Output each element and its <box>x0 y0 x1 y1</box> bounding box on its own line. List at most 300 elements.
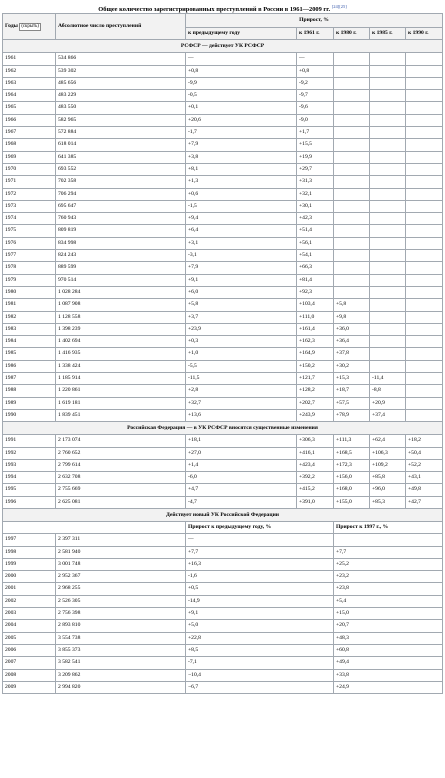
to-1980-cell <box>334 163 370 175</box>
prev-year-cell: +20,6 <box>186 114 297 126</box>
to-1990-cell <box>406 373 443 385</box>
prev-year-cell: +4,7 <box>186 484 297 496</box>
year-cell: 1988 <box>3 385 56 397</box>
count-cell: 485 656 <box>56 77 186 89</box>
prev-year-cell: +13,6 <box>186 409 297 421</box>
prev-year-cell: — <box>186 534 334 546</box>
to-1980-cell <box>334 274 370 286</box>
reference-link[interactable]: [24][25] <box>331 4 347 9</box>
to-1980-cell <box>334 65 370 77</box>
year-cell: 1999 <box>3 558 56 570</box>
count-cell: 706 294 <box>56 188 186 200</box>
prev-year-cell: +27,0 <box>186 447 297 459</box>
table-body <box>3 40 443 694</box>
year-cell: 1964 <box>3 90 56 102</box>
prev-year-cell: +1,4 <box>186 459 297 471</box>
to-1990-cell <box>406 274 443 286</box>
to-1990-cell <box>406 262 443 274</box>
to-1985-cell <box>370 323 406 335</box>
table-row <box>3 496 443 508</box>
prev-year-cell: -0,5 <box>186 90 297 102</box>
to-1980-cell <box>334 151 370 163</box>
year-cell: 2007 <box>3 657 56 669</box>
to-1997-cell: +5,4 <box>334 595 443 607</box>
to-1997-cell: +20,7 <box>334 620 443 632</box>
to-1961-cell: +161,4 <box>297 323 334 335</box>
to-1990-cell <box>406 114 443 126</box>
prev-year-cell: +0,6 <box>186 188 297 200</box>
header-row <box>3 14 443 28</box>
table-row <box>3 53 443 65</box>
to-1985-cell <box>370 348 406 360</box>
count-cell: 2 526 305 <box>56 595 186 607</box>
year-cell: 1972 <box>3 188 56 200</box>
to-1980-cell: +111,3 <box>334 435 370 447</box>
year-cell: 1961 <box>3 53 56 65</box>
prev-year-cell: -11,5 <box>186 373 297 385</box>
to-1990-cell <box>406 213 443 225</box>
table-row <box>3 409 443 421</box>
table-row <box>3 237 443 249</box>
year-cell: 1993 <box>3 459 56 471</box>
count-cell: 1 220 861 <box>56 385 186 397</box>
to-1985-cell <box>370 360 406 372</box>
to-1961-cell: -9,7 <box>297 90 334 102</box>
to-1961-cell: -9,2 <box>297 77 334 89</box>
prev-year-cell: +2,8 <box>186 385 297 397</box>
to-1980-cell: +37,8 <box>334 348 370 360</box>
hide-toggle[interactable]: (скрыть) <box>21 24 39 30</box>
to-1990-cell <box>406 237 443 249</box>
to-1961-cell: +202,7 <box>297 397 334 409</box>
count-cell: 2 952 367 <box>56 571 186 583</box>
to-1961-cell: +0,8 <box>297 65 334 77</box>
table-row <box>3 65 443 77</box>
to-1990-cell <box>406 348 443 360</box>
count-cell: 483 229 <box>56 90 186 102</box>
to-1997-cell: +24,9 <box>334 681 443 693</box>
table-row <box>3 459 443 471</box>
to-1980-cell: +30,2 <box>334 360 370 372</box>
count-cell: 3 554 738 <box>56 632 186 644</box>
to-1961-cell: +19,9 <box>297 151 334 163</box>
year-cell: 1995 <box>3 484 56 496</box>
to-1985-cell <box>370 163 406 175</box>
year-cell: 1970 <box>3 163 56 175</box>
year-cell: 2005 <box>3 632 56 644</box>
year-cell: 1974 <box>3 213 56 225</box>
to-1997-cell: +25,2 <box>334 558 443 570</box>
prev-year-cell: +0,5 <box>186 583 334 595</box>
table-row <box>3 77 443 89</box>
to-1985-cell: +109,2 <box>370 459 406 471</box>
to-1990-cell: +49,8 <box>406 484 443 496</box>
table-row <box>3 534 443 546</box>
table-row <box>3 348 443 360</box>
count-cell: 1 619 181 <box>56 397 186 409</box>
to-1961-cell: +121,7 <box>297 373 334 385</box>
year-cell: 1977 <box>3 250 56 262</box>
count-cell: 1 185 914 <box>56 373 186 385</box>
table-row <box>3 620 443 632</box>
table-row <box>3 669 443 681</box>
table-row <box>3 484 443 496</box>
to-1961-cell: +128,2 <box>297 385 334 397</box>
count-cell: 693 552 <box>56 163 186 175</box>
year-cell: 1968 <box>3 139 56 151</box>
prev-year-header: к предыдущему году <box>186 28 297 40</box>
table-row <box>3 250 443 262</box>
year-cell: 1971 <box>3 176 56 188</box>
count-cell: 572 884 <box>56 127 186 139</box>
prev-year-cell: -9,9 <box>186 77 297 89</box>
prev-year-cell: -3,1 <box>186 250 297 262</box>
table-row <box>3 299 443 311</box>
prev-year-cell: −6,7 <box>186 681 334 693</box>
year-cell: 1985 <box>3 348 56 360</box>
to-1985-cell <box>370 188 406 200</box>
count-cell: 2 581 940 <box>56 546 186 558</box>
count-cell: 695 647 <box>56 200 186 212</box>
count-cell: 582 965 <box>56 114 186 126</box>
to-1961-cell: +54,1 <box>297 250 334 262</box>
prev-year-cell: −10,4 <box>186 669 334 681</box>
to-1985-cell <box>370 77 406 89</box>
to-1961-cell: +392,2 <box>297 472 334 484</box>
to-1985-header: к 1985 г. <box>370 28 406 40</box>
to-1990-cell: +52,2 <box>406 459 443 471</box>
to-1985-cell: +106,3 <box>370 447 406 459</box>
year-cell: 1989 <box>3 397 56 409</box>
to-1961-cell: +30,1 <box>297 200 334 212</box>
to-1980-cell: +156,0 <box>334 472 370 484</box>
year-cell: 1996 <box>3 496 56 508</box>
table-row <box>3 360 443 372</box>
to-1980-cell <box>334 250 370 262</box>
to-1985-cell <box>370 53 406 65</box>
to-1985-cell <box>370 286 406 298</box>
to-1990-cell <box>406 77 443 89</box>
to-1985-cell: +20,9 <box>370 397 406 409</box>
table-row <box>3 200 443 212</box>
to-1980-cell <box>334 225 370 237</box>
to-1985-cell <box>370 90 406 102</box>
to-1985-cell: +62,4 <box>370 435 406 447</box>
year-cell: 1984 <box>3 336 56 348</box>
table-row <box>3 657 443 669</box>
table-row <box>3 139 443 151</box>
table-row <box>3 311 443 323</box>
to-1980-cell <box>334 188 370 200</box>
count-cell: 1 839 451 <box>56 409 186 421</box>
table-row <box>3 681 443 693</box>
year-cell: 1969 <box>3 151 56 163</box>
year-cell: 1991 <box>3 435 56 447</box>
prev-year-cell: +9,1 <box>186 274 297 286</box>
year-cell: 1986 <box>3 360 56 372</box>
section-header <box>3 508 443 521</box>
year-cell: 1978 <box>3 262 56 274</box>
year-cell: 2008 <box>3 669 56 681</box>
to-1990-cell <box>406 385 443 397</box>
to-1961-cell: +31,3 <box>297 176 334 188</box>
prev-year-cell: +16,3 <box>186 558 334 570</box>
prev-year-cell: +23,9 <box>186 323 297 335</box>
table-row <box>3 262 443 274</box>
prev-year-growth-header: Прирост к предыдущему году, % <box>186 521 334 533</box>
year-cell: 1997 <box>3 534 56 546</box>
count-cell: 2 755 669 <box>56 484 186 496</box>
count-cell: 1 402 694 <box>56 336 186 348</box>
to-1985-cell <box>370 176 406 188</box>
to-1985-cell <box>370 213 406 225</box>
year-cell: 2003 <box>3 608 56 620</box>
to-1980-cell: +168,5 <box>334 447 370 459</box>
prev-year-cell: +22,8 <box>186 632 334 644</box>
year-cell: 1992 <box>3 447 56 459</box>
to-1985-cell <box>370 336 406 348</box>
table-row <box>3 336 443 348</box>
count-cell: 641 385 <box>56 151 186 163</box>
section-title: РСФСР — действует УК РСФСР <box>3 40 443 53</box>
to-1990-cell <box>406 311 443 323</box>
to-1985-cell <box>370 200 406 212</box>
count-cell: 834 998 <box>56 237 186 249</box>
year-cell: 1990 <box>3 409 56 421</box>
year-header: Годы (скрыть) <box>3 14 56 40</box>
prev-year-cell: +6,0 <box>186 286 297 298</box>
prev-year-cell: -4,7 <box>186 496 297 508</box>
to-1997-cell: +49,4 <box>334 657 443 669</box>
to-1980-cell: +15,3 <box>334 373 370 385</box>
count-cell: 534 866 <box>56 53 186 65</box>
to-1985-cell <box>370 250 406 262</box>
prev-year-cell: +7,9 <box>186 262 297 274</box>
count-cell: 760 943 <box>56 213 186 225</box>
to-1985-cell <box>370 151 406 163</box>
year-cell: 1987 <box>3 373 56 385</box>
table-row <box>3 90 443 102</box>
section-title: Российская Федерация — в УК РСФСР вносятся существенные изменения <box>3 422 443 435</box>
table-row <box>3 225 443 237</box>
table-row <box>3 213 443 225</box>
to-1985-cell: -11,4 <box>370 373 406 385</box>
to-1990-cell <box>406 176 443 188</box>
to-1961-cell: +15,5 <box>297 139 334 151</box>
year-cell: 1980 <box>3 286 56 298</box>
to-1990-cell: +18,2 <box>406 435 443 447</box>
prev-year-cell: +32,7 <box>186 397 297 409</box>
to-1980-header: к 1980 г. <box>334 28 370 40</box>
prev-year-cell: -7,1 <box>186 657 334 669</box>
to-1961-cell: +423,4 <box>297 459 334 471</box>
prev-year-cell: +0,3 <box>186 336 297 348</box>
to-1961-cell: +391,0 <box>297 496 334 508</box>
to-1961-cell: +66,3 <box>297 262 334 274</box>
prev-year-cell: +1,0 <box>186 348 297 360</box>
table-row <box>3 397 443 409</box>
to-1961-cell: +32,1 <box>297 188 334 200</box>
table-row <box>3 472 443 484</box>
to-1980-cell: +5,8 <box>334 299 370 311</box>
table-row <box>3 114 443 126</box>
year-cell: 1981 <box>3 299 56 311</box>
to-1980-cell: +168,0 <box>334 484 370 496</box>
to-1961-cell: +111,0 <box>297 311 334 323</box>
year-cell: 2006 <box>3 644 56 656</box>
to-1961-cell: +56,1 <box>297 237 334 249</box>
prev-year-cell: +5,0 <box>186 620 334 632</box>
count-cell: 2 625 081 <box>56 496 186 508</box>
year-cell: 1963 <box>3 77 56 89</box>
to-1985-cell: +85,8 <box>370 472 406 484</box>
count-cell: 3 209 862 <box>56 669 186 681</box>
to-1990-cell: +50,4 <box>406 447 443 459</box>
to-1980-cell: +18,7 <box>334 385 370 397</box>
to-1990-cell <box>406 102 443 114</box>
count-cell: 889 599 <box>56 262 186 274</box>
to-1985-cell <box>370 274 406 286</box>
to-1990-cell <box>406 188 443 200</box>
to-1980-cell <box>334 213 370 225</box>
to-1961-cell: +162,3 <box>297 336 334 348</box>
growth-1997-header: Прирост к 1997 г., % <box>334 521 443 533</box>
to-1961-cell: +415,2 <box>297 484 334 496</box>
table-row <box>3 385 443 397</box>
to-1980-cell: +78,9 <box>334 409 370 421</box>
count-cell: 3 582 541 <box>56 657 186 669</box>
prev-year-cell: -1,5 <box>186 200 297 212</box>
to-1961-header: к 1961 г. <box>297 28 334 40</box>
table-row <box>3 583 443 595</box>
to-1980-cell <box>334 262 370 274</box>
to-1990-cell <box>406 200 443 212</box>
to-1980-cell: +155,0 <box>334 496 370 508</box>
to-1997-cell: +7,7 <box>334 546 443 558</box>
to-1961-cell: +306,3 <box>297 435 334 447</box>
to-1990-cell: +43,1 <box>406 472 443 484</box>
count-cell: 2 173 074 <box>56 435 186 447</box>
to-1980-cell <box>334 237 370 249</box>
prev-year-cell: +8,5 <box>186 644 334 656</box>
to-1985-cell <box>370 114 406 126</box>
to-1997-cell <box>334 534 443 546</box>
to-1980-cell <box>334 53 370 65</box>
to-1980-cell <box>334 102 370 114</box>
table-row <box>3 571 443 583</box>
to-1990-cell <box>406 323 443 335</box>
to-1990-cell <box>406 163 443 175</box>
count-cell: 2 799 614 <box>56 459 186 471</box>
to-1990-cell <box>406 225 443 237</box>
count-cell: 618 014 <box>56 139 186 151</box>
crime-table <box>2 13 443 694</box>
year-cell: 1983 <box>3 323 56 335</box>
table-row <box>3 102 443 114</box>
to-1980-cell: +57,5 <box>334 397 370 409</box>
to-1990-cell <box>406 139 443 151</box>
prev-year-cell: +3,8 <box>186 151 297 163</box>
to-1980-cell: +36,0 <box>334 323 370 335</box>
to-1990-cell <box>406 127 443 139</box>
table-row <box>3 163 443 175</box>
count-cell: 1 087 908 <box>56 299 186 311</box>
to-1980-cell <box>334 90 370 102</box>
prev-year-cell: +8,1 <box>186 163 297 175</box>
year-cell: 2001 <box>3 583 56 595</box>
section-subheader <box>3 521 443 533</box>
table-row <box>3 546 443 558</box>
count-cell: 1 128 558 <box>56 311 186 323</box>
to-1985-cell <box>370 311 406 323</box>
to-1961-cell: +243,9 <box>297 409 334 421</box>
count-cell: 1 028 284 <box>56 286 186 298</box>
to-1980-cell: +9,8 <box>334 311 370 323</box>
to-1997-cell: +23,2 <box>334 571 443 583</box>
year-cell: 1998 <box>3 546 56 558</box>
count-cell: 824 243 <box>56 250 186 262</box>
year-cell: 2000 <box>3 571 56 583</box>
year-cell: 1973 <box>3 200 56 212</box>
to-1990-cell <box>406 397 443 409</box>
prev-year-cell: +1,3 <box>186 176 297 188</box>
to-1990-cell <box>406 151 443 163</box>
count-cell: 970 514 <box>56 274 186 286</box>
to-1961-cell: -9,0 <box>297 114 334 126</box>
section-header <box>3 40 443 53</box>
count-cell: 2 760 652 <box>56 447 186 459</box>
table-row <box>3 632 443 644</box>
prev-year-cell: +7,9 <box>186 139 297 151</box>
to-1990-cell <box>406 53 443 65</box>
count-cell: 3 001 748 <box>56 558 186 570</box>
to-1961-cell: -9,6 <box>297 102 334 114</box>
to-1985-cell <box>370 127 406 139</box>
count-cell: 1 416 935 <box>56 348 186 360</box>
to-1961-cell: +51,4 <box>297 225 334 237</box>
to-1990-cell <box>406 65 443 77</box>
prev-year-cell: -14,9 <box>186 595 334 607</box>
prev-year-cell: +0,1 <box>186 102 297 114</box>
to-1985-cell <box>370 102 406 114</box>
to-1961-cell: +103,4 <box>297 299 334 311</box>
prev-year-cell: +7,7 <box>186 546 334 558</box>
table-row <box>3 373 443 385</box>
table-row <box>3 558 443 570</box>
to-1997-cell: +33,8 <box>334 669 443 681</box>
count-cell: 483 550 <box>56 102 186 114</box>
count-cell: 3 855 373 <box>56 644 186 656</box>
to-1961-cell: +81,4 <box>297 274 334 286</box>
prev-year-cell: +3,1 <box>186 237 297 249</box>
to-1980-cell <box>334 114 370 126</box>
to-1961-cell: +150,2 <box>297 360 334 372</box>
table-row <box>3 595 443 607</box>
year-cell: 1982 <box>3 311 56 323</box>
to-1985-cell <box>370 225 406 237</box>
to-1985-cell: +96,0 <box>370 484 406 496</box>
table-row <box>3 151 443 163</box>
count-cell: 2 632 708 <box>56 472 186 484</box>
table-row <box>3 286 443 298</box>
to-1990-cell <box>406 286 443 298</box>
count-cell: 2 397 311 <box>56 534 186 546</box>
prev-year-cell: +9,1 <box>186 608 334 620</box>
to-1961-cell: — <box>297 53 334 65</box>
year-cell: 1965 <box>3 102 56 114</box>
to-1980-cell <box>334 139 370 151</box>
count-cell: 1 398 239 <box>56 323 186 335</box>
